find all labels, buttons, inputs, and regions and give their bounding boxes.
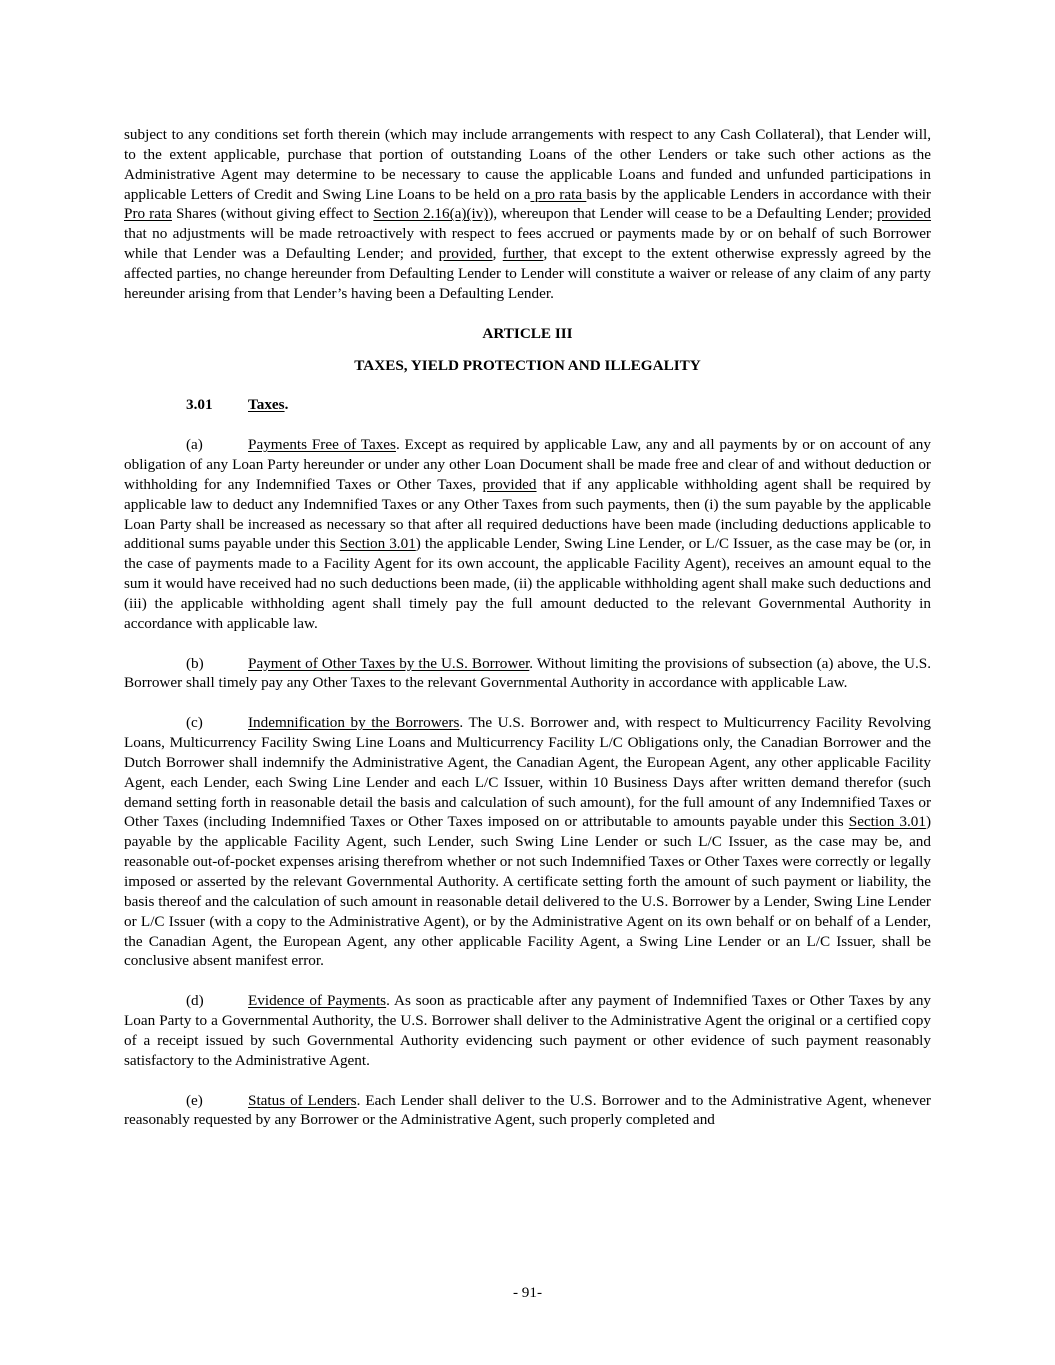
paragraph-label: (b) bbox=[186, 654, 204, 672]
text-run: , that except to the extent otherwise expressly agreed by the affected parties, no change hereunder from Defaulting Lender to Lender will constitute a waiver or release of any claim of any party hereunder arising from that Lender’s having been a Defaulting Lender. bbox=[124, 245, 931, 302]
text-run: , bbox=[492, 245, 503, 263]
section-reference: Section 2.16(a)(iv) bbox=[373, 205, 489, 223]
paragraph-label: (d) bbox=[186, 992, 204, 1010]
text-run: . Each Lender shall deliver to the U.S. Borrower and to the Administrative Agent, whenever reasonably requested by any Borrower or the Administrative Agent, such properly completed and bbox=[124, 1091, 931, 1129]
paragraph-label: (c) bbox=[186, 714, 203, 732]
paragraph-a bbox=[124, 435, 931, 633]
provided-term: provided bbox=[877, 205, 932, 223]
article-heading: ARTICLE III bbox=[482, 324, 573, 342]
text-run: . The U.S. Borrower and, with respect to Multicurrency Facility Revolving Loans, Multicurrency Facility Swing Line Loans and Multicurrency Facility L/C Obligations only, the Canadian Borrower and the Dutch Borrower shall indemnify the Administrative Agent, the Canadian Agent, the European Agent, any other applicable Facility Agent, each Lender, each Swing Line Lender and each L/C Issuer, within 10 Business Days after written demand therefor (such demand setting forth in reasonable detail the basis and calculation of such amount), for the full amount of any Indemnified Taxes or Other Taxes (including Indemnified Taxes or Other Taxes imposed on or attributable to amounts payable under this bbox=[124, 714, 931, 831]
pro-rata-term: pro rata bbox=[530, 185, 587, 203]
paragraph-heading: Status of Lenders bbox=[248, 1091, 357, 1109]
paragraph-label: (a) bbox=[186, 436, 203, 454]
paragraph-label: (e) bbox=[186, 1091, 203, 1109]
paragraph-e bbox=[124, 1091, 931, 1131]
pro-rata-shares-term: Pro rata bbox=[124, 205, 172, 223]
continuation-paragraph bbox=[124, 125, 931, 304]
paragraph-heading: Payment of Other Taxes by the U.S. Borrower bbox=[248, 654, 530, 672]
paragraph-heading: Evidence of Payments bbox=[248, 992, 387, 1010]
section-heading bbox=[124, 395, 931, 415]
paragraph-d bbox=[124, 991, 931, 1070]
text-run: subject to any conditions set forth therein (which may include arrangements with respect to any Cash Collateral), that Lender will, to the extent applicable, purchase that portion of outstanding Loans of the other Lenders or take such other actions as the Administrative Agent may determine to be necessary to cause the applicable Loans and funded and unfunded participations in applicable Letters of Credit and Swing Line Loans to be held on a bbox=[124, 126, 931, 203]
text-run: ) payable by the applicable Facility Agent, such Lender, such Swing Line Lender or such L/C Issuer, as the case may be, and reasonable out-of-pocket expenses arising therefrom whether or not such Indemnified Taxes or Other Taxes were correctly or legally imposed or asserted by the relevant Governmental Authority. A certificate setting forth the amount of such payment or liability, the basis thereof and the calculation of such amount in reasonable detail delivered to the U.S. Borrower by a Lender, Swing Line Lender or L/C Issuer (with a copy to the Administrative Agent), or by the Administrative Agent on its own behalf or on behalf of a Lender, the Canadian Agent, the European Agent, any other applicable Facility Agent, a Swing Line Lender or an L/C Issuer, shall be conclusive absent manifest error. bbox=[124, 813, 932, 970]
text-run: that no adjustments will be made retroactively with respect to fees accrued or payments made by or on behalf of such Borrower while that Lender was a Defaulting Lender; and bbox=[124, 225, 931, 263]
text-run: Shares (without giving effect to bbox=[171, 205, 374, 223]
text-run: . As soon as practicable after any payment of Indemnified Taxes or Other Taxes by any Loan Party to a Governmental Authority, the U.S. Borrower shall deliver to the Administrative Agent the original or a certified copy of a receipt issued by such Governmental Authority evidencing such payment or other evidence of such payment reasonably satisfactory to the Administrative Agent. bbox=[124, 992, 932, 1069]
document-page bbox=[124, 125, 931, 1150]
paragraph-b bbox=[124, 654, 931, 694]
text-run: . Without limiting the provisions of subsection (a) above, the U.S. Borrower shall timely pay any Other Taxes to the relevant Governmental Authority in accordance with applicable Law. bbox=[124, 654, 931, 692]
text-run: . Except as required by applicable Law, any and all payments by or on account of any obligation of any Loan Party hereunder or under any other Loan Document shall be made free and clear of and without deduction or withholding for any Indemnified Taxes or Other Taxes, bbox=[124, 436, 931, 493]
text-run: that if any applicable withholding agent shall be required by applicable law to deduct any Indemnified Taxes or any Other Taxes from such payments, then (i) the sum payable by the applicable Loan Party shall be increased as necessary so that after all required deductions have been made (including deductions applicable to additional sums payable under this bbox=[124, 475, 931, 553]
text-run: ) the applicable Lender, Swing Line Lender, or L/C Issuer, as the case may be (or, in the case of payments made to a Facility Agent for its own account, the applicable Facility Agent), receives an amount equal to the sum it would have received had no such deductions been made, (ii) the applicable withholding agent shall make such deductions and (iii) the applicable withholding agent shall timely pay the full amount deducted to the relevant Governmental Authority in accordance with applicable law. bbox=[124, 535, 931, 632]
section-reference: Section 3.01 bbox=[339, 535, 416, 553]
text-run: ), whereupon that Lender will cease to be a Defaulting Lender; bbox=[488, 205, 878, 223]
paragraph-heading: Payments Free of Taxes bbox=[248, 436, 396, 454]
further-term: further bbox=[502, 245, 544, 263]
text-run: basis by the applicable Lenders in accordance with their bbox=[586, 185, 931, 203]
page-number: - 91- bbox=[512, 1284, 543, 1301]
section-number: 3.01 bbox=[186, 396, 213, 414]
provided-term: provided bbox=[482, 475, 537, 493]
text-run: . bbox=[284, 396, 289, 414]
article-title: TAXES, YIELD PROTECTION AND ILLEGALITY bbox=[354, 357, 701, 375]
section-title: Taxes bbox=[248, 396, 285, 414]
section-reference: Section 3.01 bbox=[848, 813, 926, 831]
provided-term: provided bbox=[438, 245, 493, 263]
paragraph-c bbox=[124, 713, 931, 971]
paragraph-heading: Indemnification by the Borrowers bbox=[248, 714, 460, 732]
